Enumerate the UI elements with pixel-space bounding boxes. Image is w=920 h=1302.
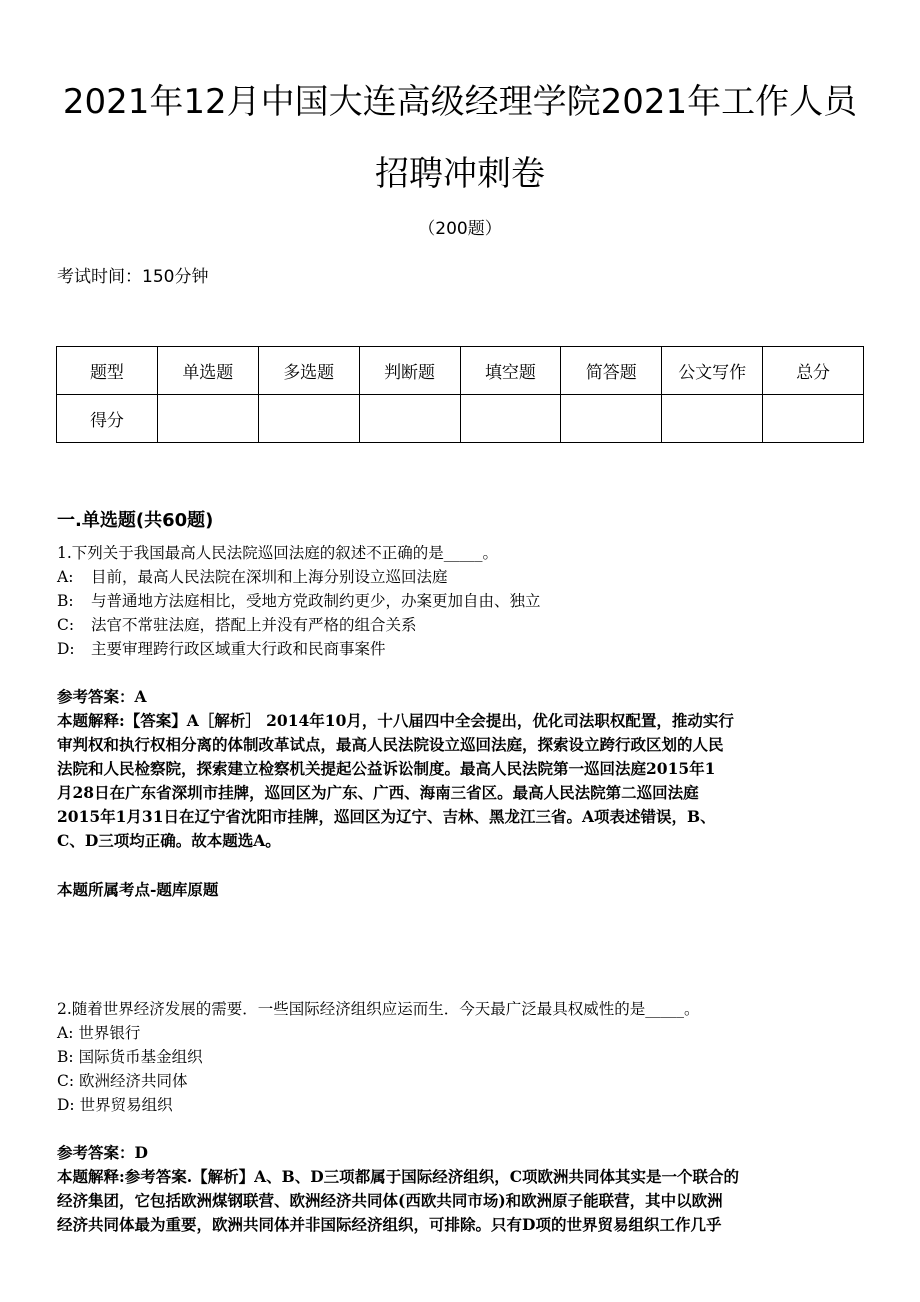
score-cell [561,395,662,443]
option-a [57,1021,867,1045]
explanation-line: 审判权和执行权相分离的体制改革试点，最高人民法院设立巡回法庭，探索设立跨行政区划的人民 [57,735,724,754]
score-row-label: 得分 [57,395,158,443]
option-letter: D: [57,1096,75,1114]
explanation-line: 本题解释:【答案】A［解析］ 2014年10月，十八届四中全会提出，优化司法职权配置，推动实行 [57,711,734,730]
score-header-cell: 单选题 [157,347,258,395]
option-c [57,1069,867,1093]
option-d [57,1093,867,1117]
explanation-line: 本题解释:参考答案.【解析】A、B、D三项都属于国际经济组织，C项欧洲共同体其实是一个联合的 [57,1167,740,1186]
score-cell [662,395,763,443]
question-stem: 2.随着世界经济发展的需要．一些国际经济组织应运而生．今天最广泛最具权威性的是_____。 [57,1000,700,1018]
score-header-cell: 题型 [57,347,158,395]
option-text: 世界银行 [78,1024,141,1042]
option-letter: A: [57,568,74,586]
answer-2 [57,1141,867,1165]
score-cell [460,395,561,443]
answer-text: 参考答案：D [57,1143,148,1162]
option-text: 法官不常驻法庭，搭配上并没有严格的组合关系 [91,616,417,634]
answer-text: 参考答案：A [57,687,147,706]
score-header-cell: 简答题 [561,347,662,395]
option-letter: B: [57,592,74,610]
option-letter: C: [57,616,75,634]
option-text: 欧洲经济共同体 [79,1072,188,1090]
question-stem: 1.下列关于我国最高人民法院巡回法庭的叙述不正确的是_____。 [57,544,499,562]
option-text: 主要审理跨行政区域重大行政和民商事案件 [91,640,386,658]
explanation-2 [57,1165,867,1237]
explanation-line: 月28日在广东省深圳市挂牌，巡回区为广东、广西、海南三省区。最高人民法院第二巡回法庭 [57,783,699,802]
score-header-cell: 多选题 [258,347,359,395]
score-cell [359,395,460,443]
knowledge-text: 本题所属考点-题库原题 [57,880,219,899]
explanation-1 [57,709,867,853]
question-2 [57,997,867,1117]
option-letter: D: [57,640,75,658]
question-1 [57,541,867,661]
explanation-line: 经济共同体最为重要，欧洲共同体并非国际经济组织，可排除。只有D项的世界贸易组织工作几乎 [57,1215,722,1234]
score-cell [258,395,359,443]
score-cell [157,395,258,443]
page-title-line2: 招聘冲刺卷 [375,154,545,194]
explanation-line: 经济集团，它包括欧洲煤钢联营、欧洲经济共同体(西欧共同市场)和欧洲原子能联营，其中以欧洲 [57,1191,723,1210]
score-table-score-row [57,395,864,443]
score-cell [763,395,864,443]
option-c [57,613,867,637]
option-text: 国际货币基金组织 [78,1048,203,1066]
question-count: （200题） [418,219,502,239]
score-header-cell: 总分 [763,347,864,395]
option-b [57,589,867,613]
answer-1 [57,685,867,709]
option-d [57,637,867,661]
option-letter: A: [57,1024,74,1042]
score-table-header-row [57,347,864,395]
knowledge-point-1 [57,878,867,902]
option-letter: B: [57,1048,74,1066]
option-letter: C: [57,1072,75,1090]
explanation-line: 2015年1月31日在辽宁省沈阳市挂牌，巡回区为辽宁、吉林、黑龙江三省。A项表述错误，B、 [57,807,716,826]
page-title-line1: 2021年12月中国大连高级经理学院2021年工作人员 [62,82,858,122]
explanation-line: C、D三项均正确。故本题选A。 [57,831,281,850]
option-text: 与普通地方法庭相比，受地方党政制约更少，办案更加自由、独立 [91,592,541,610]
option-text: 目前，最高人民法院在深圳和上海分别设立巡回法庭 [91,568,448,586]
score-table [56,346,864,443]
option-text: 世界贸易组织 [79,1096,173,1114]
option-b [57,1045,867,1069]
exam-time: 考试时间：150分钟 [57,267,209,287]
score-header-cell: 公文写作 [662,347,763,395]
section-heading: 一.单选题(共60题) [57,510,214,531]
explanation-line: 法院和人民检察院，探索建立检察机关提起公益诉讼制度。最高人民法院第一巡回法庭2015年1 [57,759,716,778]
score-header-cell: 判断题 [359,347,460,395]
score-header-cell: 填空题 [460,347,561,395]
option-a [57,565,867,589]
